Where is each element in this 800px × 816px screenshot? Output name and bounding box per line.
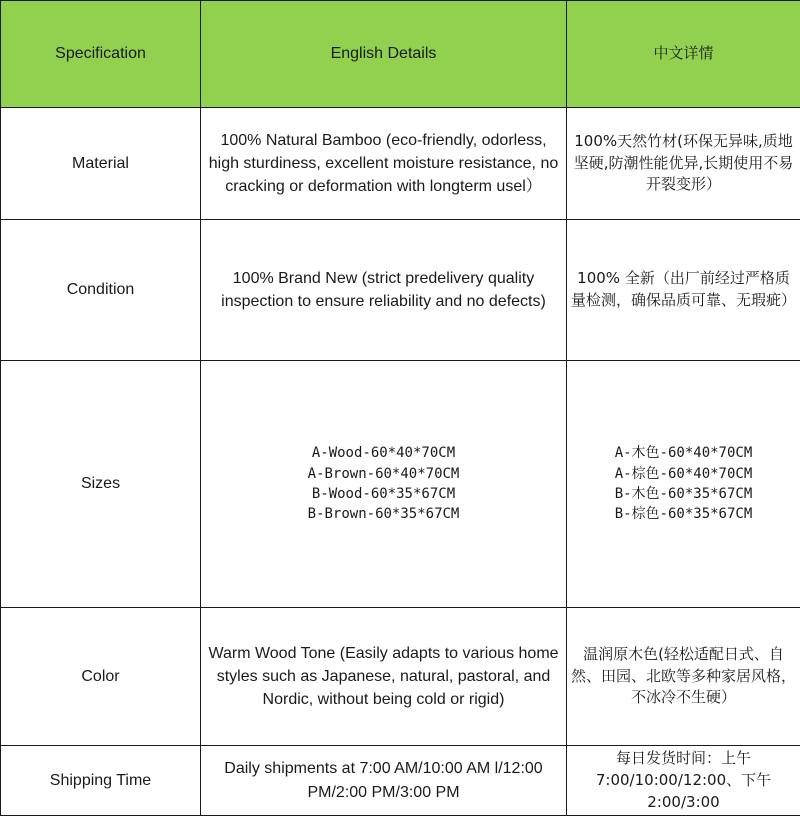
chinese-cell-color: 温润原木色(轻松适配日式、自然、田园、北欧等多种家居风格，不冰冷不生硬） (567, 608, 800, 746)
size-line-cn: B-木色-60*35*67CM (571, 484, 796, 504)
size-line-cn: A-棕色-60*40*70CM (571, 464, 796, 484)
size-line-en: B-Brown-60*35*67CM (205, 504, 562, 524)
size-line-en: A-Brown-60*40*70CM (205, 464, 562, 484)
header-chinese-details: 中文详情 (567, 1, 800, 108)
size-line-en: A-Wood-60*40*70CM (205, 443, 562, 463)
english-cell-material: 100% Natural Bamboo (eco-friendly, odorless, high sturdiness, excellent moisture resistance, no cracking or deformation with longterm usel） (201, 108, 567, 220)
table-row-color (1, 608, 800, 746)
spec-cell-sizes: Sizes (1, 361, 201, 608)
chinese-cell-shipping-time: 每日发货时间：上午 7:00/10:00/12:00、下午2:00/3:00 (567, 746, 800, 816)
header-specification: Specification (1, 1, 201, 108)
table-row-sizes (1, 361, 800, 608)
chinese-cell-material: 100%天然竹材(环保无异味,质地坚硬,防潮性能优异,长期使用不易开裂变形） (567, 108, 800, 220)
english-cell-color: Warm Wood Tone (Easily adapts to various home styles such as Japanese, natural, pastoral, and Nordic, without being cold or rigid) (201, 608, 567, 746)
header-row (1, 1, 800, 108)
table-row-material (1, 108, 800, 220)
header-english-details: English Details (201, 1, 567, 108)
table-row-condition (1, 220, 800, 361)
size-line-en: B-Wood-60*35*67CM (205, 484, 562, 504)
chinese-cell-condition: 100% 全新（出厂前经过严格质量检测，确保品质可靠、无瑕疵） (567, 220, 800, 361)
size-line-cn: B-棕色-60*35*67CM (571, 504, 796, 524)
spec-cell-shipping-time: Shipping Time (1, 746, 201, 816)
size-line-cn: A-木色-60*40*70CM (571, 443, 796, 463)
spec-cell-color: Color (1, 608, 201, 746)
chinese-cell-sizes (567, 361, 800, 608)
spec-cell-material: Material (1, 108, 201, 220)
english-cell-shipping-time: Daily shipments at 7:00 AM/10:00 AM l/12:00 PM/2:00 PM/3:00 PM (201, 746, 567, 816)
english-cell-condition: 100% Brand New (strict predelivery quality inspection to ensure reliability and no defects) (201, 220, 567, 361)
english-cell-sizes (201, 361, 567, 608)
table-row-shipping-time (1, 746, 800, 816)
spec-cell-condition: Condition (1, 220, 201, 361)
